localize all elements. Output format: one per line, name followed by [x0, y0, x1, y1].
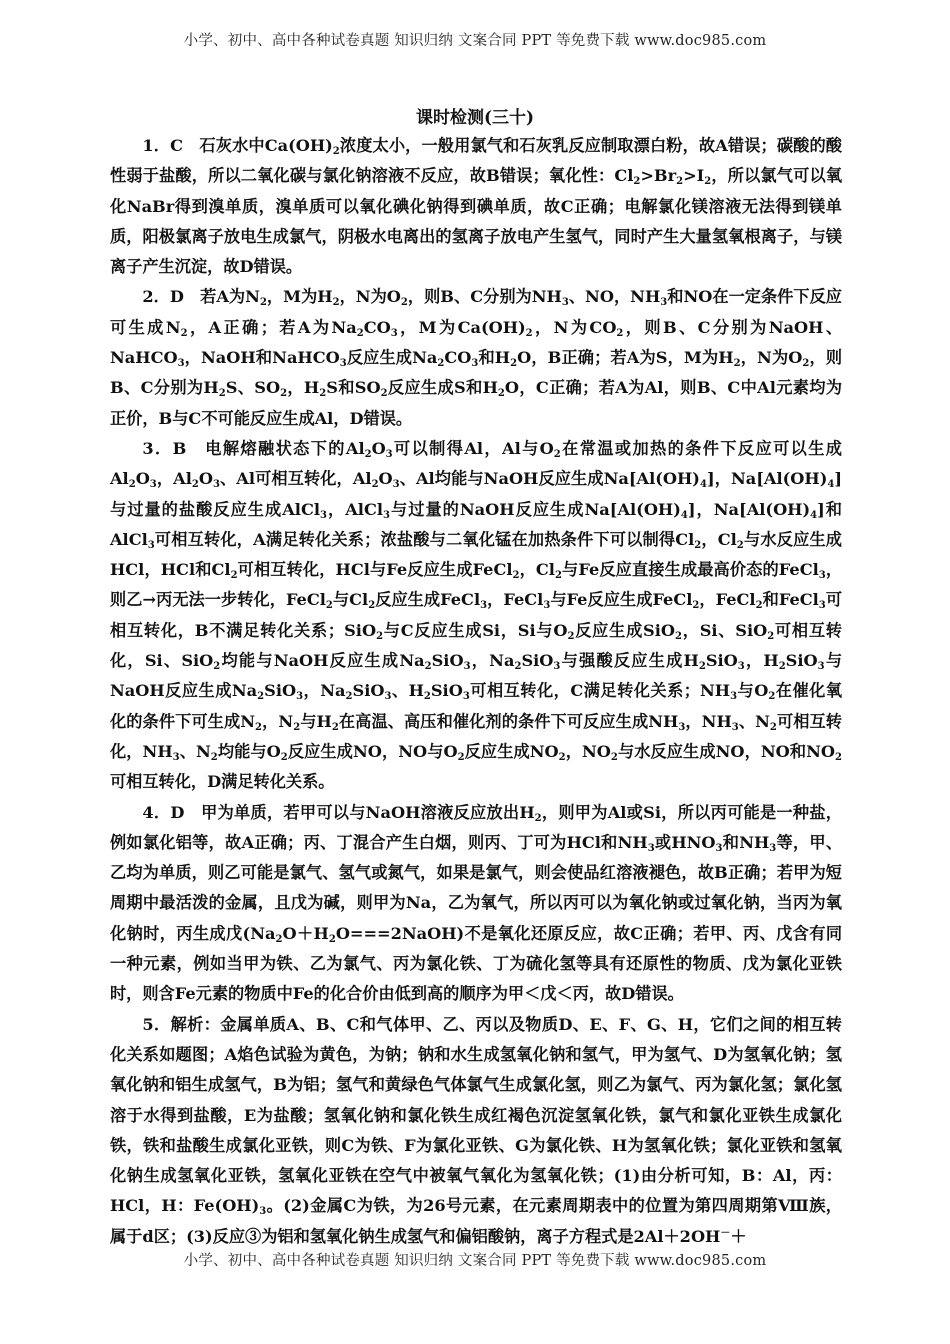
answer-paragraph-1: 1．C 石灰水中$Ca(OH)_2$浓度太小，一般用氯气和石灰乳反应制取漂白粉，故A错误；碳酸的酸性弱于盐酸，所以二氧化碳与氯化钠溶液不反应，故B错误；氧化性：$Cl_2>Br_2>I_2$，所以氯气可以氧化NaBr得到溴单质，溴单质可以氧化碘化钠得到碘单质，故C正确；电解氯化镁溶液无法得到镁单质，阳极氯离子放电生成氯气，阴极水电离出的氢离子放电产生氢气，同时产生大量氢氧根离子，与镁离子产生沉淀，故D错误。: [110, 136, 843, 277]
answer-paragraph-4: 4．D 甲为单质，若甲可以与NaOH溶液反应放出$H_2$，则甲为Al或Si，所以丙可能是一种盐，例如氯化铝等，故A正确；丙、丁混合产生白烟，则丙、丁可为HCl和$NH_3$或$HNO_3$和$NH_3$等，甲、乙均为单质，则乙可能是氯气、氢气或氮气，如果是氯气，则会使品红溶液褪色，故B正确；若甲为短周期中最活泼的金属，且戊为碱，则甲为Na，乙为氧气，所以丙可以为氧化钠或过氧化钠，当丙为氧化钠时，丙生成戊$(Na_2O+H_2O===2NaOH)$不是氧化还原反应，故C正确；若甲、丙、戊含有同一种元素，例如当甲为铁、乙为氯气、丙为氯化铁、丁为硫化氢等具有还原性的物质、戊为氯化亚铁时，则含Fe元素的物质中Fe的化合价由低到高的顺序为甲＜戊＜丙，故D错误。: [110, 802, 843, 1004]
answer-paragraph-2: 2．D 若A为$N_2$，M为$H_2$，N为$O_2$，则B、C分别为$NH_3$、NO，$NH_3$和NO在一定条件下反应可生成$N_2$，A正确；若A为$Na_2CO_3$，M为$Ca(OH)_2$，N为$CO_2$，则B、C分别为NaOH、NaHCO$_3$，NaOH和NaHCO$_3$反应生成$Na_2CO_3$和$H_2O$，B正确；若A为S，M为$H_2$，N为$O_2$，则B、C分别为$H_2S$、$SO_2$，$H_2S$和$SO_2$反应生成S和$H_2O$，C正确；若A为Al，则B、C中Al元素均为正价，B与C不可能反应生成Al，D错误。: [110, 287, 843, 428]
document-title: 课时检测(三十): [415, 108, 535, 128]
page-header: 小学、初中、高中各种试卷真题 知识归纳 文案合同 PPT 等免费下载 www.doc985.com: [183, 33, 767, 49]
answer-paragraph-5: 5．解析：金属单质A、B、C和气体甲、乙、丙以及物质D、E、F、G、H，它们之间的相互转化关系如题图；A焰色试验为黄色，为钠；钠和水生成氢氧化钠和氢气，甲为氢气、D为氢氧化钠；氢氧化钠和铝生成氢气，B为铝；氢气和黄绿色气体氯气生成氯化氢，则乙为氯气、丙为氯化氢；氯化氢溶于水得到盐酸，E为盐酸；氢氧化钠和氯化铁生成红褐色沉淀氢氧化铁，氯气和氯化亚铁生成氯化铁，铁和盐酸生成氯化亚铁，则C为铁、F为氯化亚铁、G为氯化铁、H为氢氧化铁；氯化亚铁和氢氧化钠生成氢氧化亚铁，氢氧化亚铁在空气中被氧气氧化为氢氧化铁；(1)由分析可知，B：Al，丙：HCl，H：$Fe(OH)_3$。(2)金属C为铁，为26号元素，在元素周期表中的位置为第四周期第Ⅷ族，属于d区；(3)反应③为铝和氢氧化钠生成氢气和偏铝酸钠，离子方程式是2Al＋2OH－＋: [110, 1014, 842, 1246]
answer-paragraph-3: 3．B 电解熔融状态下的$Al_2O_3$可以制得Al，Al与$O_2$在常温或加热的条件下反应可以生成$Al_2O_3$，$Al_2O_3$、Al可相互转化，$Al_2O_3$、Al均能与NaOH反应生成$Na[Al(OH)_4]$，$Na[Al(OH)_4]$与过量的盐酸反应生成AlCl$_3$，AlCl$_3$与过量的NaOH反应生成$Na[Al(OH)_4]$，$Na[Al(OH)_4]$和AlCl$_3$可相互转化，A满足转化关系；浓盐酸与二氧化锰在加热条件下可以制得$Cl_2$，$Cl_2$与水反应生成HCl，HCl和$Cl_2$可相互转化，HCl与Fe反应生成FeCl$_2$，$Cl_2$与Fe反应直接生成最高价态的FeCl$_3$，则乙→丙无法一步转化，FeCl$_2$与$Cl_2$反应生成FeCl$_3$，FeCl$_3$与Fe反应生成FeCl$_2$，FeCl$_2$和FeCl$_3$可相互转化，B不满足转化关系；SiO$_2$与C反应生成Si，Si与$O_2$反应生成SiO$_2$，Si、SiO$_2$可相互转化，Si、SiO$_2$均能与NaOH反应生成$Na_2SiO_3$，$Na_2SiO_3$与强酸反应生成$H_2SiO_3$，$H_2SiO_3$与NaOH反应生成$Na_2SiO_3$，$Na_2SiO_3$、$H_2SiO_3$可相互转化，C满足转化关系；$NH_3$与$O_2$在催化氧化的条件下可生成$N_2$，$N_2$与$H_2$在高温、高压和催化剂的条件下可反应生成$NH_3$，$NH_3$、$N_2$可相互转化，$NH_3$、$N_2$均能与$O_2$反应生成NO，NO与$O_2$反应生成$NO_2$，$NO_2$与水反应生成NO，NO和$NO_2$可相互转化，D满足转化关系。: [110, 438, 843, 792]
page-footer: 小学、初中、高中各种试卷真题 知识归纳 文案合同 PPT 等免费下载 www.doc985.com: [183, 1253, 767, 1269]
document-body: [110, 131, 842, 1252]
